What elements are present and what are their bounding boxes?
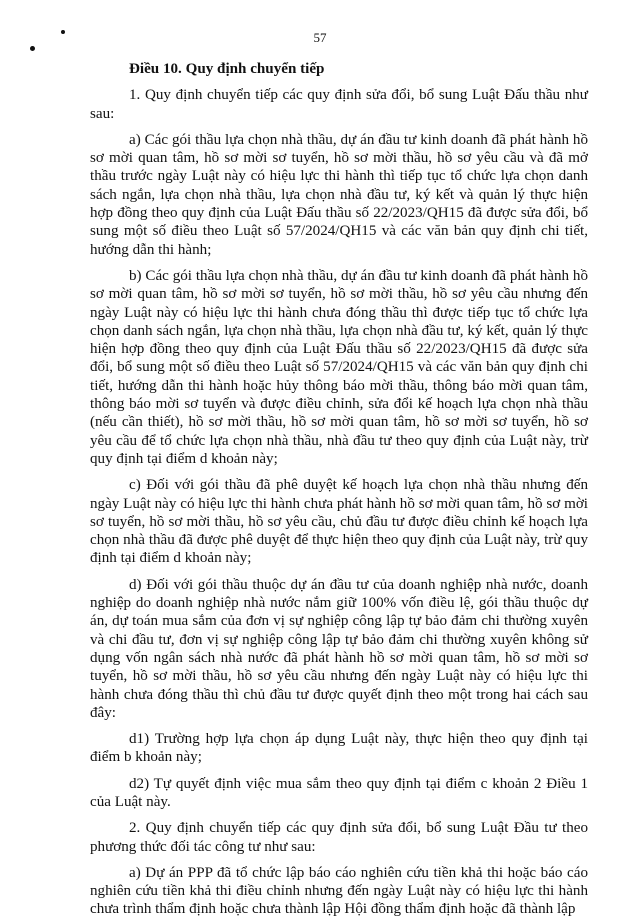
paragraph-clause-2-point-a: a) Dự án PPP đã tổ chức lập báo cáo nghiên cứu tiền khả thi hoặc báo cáo nghiên cứu tiền khả thi điều chỉnh nhưng đến ngày Luật này có hiệu lực thi hành chưa trình thẩm định hoặc chưa thành lập Hội đồng thẩm định hoặc đã thành lập <box>90 864 588 918</box>
paragraph-point-b: b) Các gói thầu lựa chọn nhà thầu, dự án đầu tư kinh doanh đã phát hành hồ sơ mời quan tâm, hồ sơ mời sơ tuyển, hồ sơ mời thầu, hồ sơ yêu cầu nhưng đến ngày Luật này có hiệu lực thi hành chưa đóng thầu thì được tiếp tục tổ chức lựa chọn danh sách ngắn, lựa chọn nhà thầu, lựa chọn nhà đầu tư, ký kết, quản lý thực hiện hợp đồng theo quy định của Luật Đấu thầu số 22/2023/QH15 đã được sửa đổi, bổ sung một số điều theo Luật số 57/2024/QH15 và các văn bản quy định chi tiết, hướng dẫn thi hành hoặc hủy thông báo mời thầu, thông báo mời quan tâm, thông báo mời sơ tuyển và được điều chỉnh, sửa đổi kế hoạch lựa chọn nhà thầu (nếu cần thiết), hồ sơ mời thầu, hồ sơ mời quan tâm, hồ sơ mời sơ tuyển, hồ sơ yêu cầu để tổ chức lựa chọn nhà thầu, nhà đầu tư theo quy định của Luật này, trừ quy định tại điểm d khoản này; <box>90 267 588 467</box>
paragraph-clause-1: 1. Quy định chuyển tiếp các quy định sửa đổi, bổ sung Luật Đấu thầu như sau: <box>90 87 588 122</box>
paragraph-point-a: a) Các gói thầu lựa chọn nhà thầu, dự án đầu tư kinh doanh đã phát hành hồ sơ mời quan tâm, hồ sơ mời sơ tuyển, hồ sơ mời thầu, hồ sơ yêu cầu và đã mở thầu trước ngày Luật này có hiệu lực thi hành thì tiếp tục tổ chức lựa chọn danh sách ngắn, lựa chọn nhà thầu, lựa chọn nhà đầu tư, ký kết và quản lý thực hiện hợp đồng theo quy định của Luật Đấu thầu số 22/2023/QH15 đã được sửa đổi, bổ sung một số điều theo Luật số 57/2024/QH15 và các văn bản quy định chi tiết, hướng dẫn thi hành; <box>90 131 588 258</box>
scan-speck <box>30 46 35 51</box>
paragraph-clause-2: 2. Quy định chuyển tiếp các quy định sửa đổi, bổ sung Luật Đầu tư theo phương thức đối tác công tư như sau: <box>90 820 588 855</box>
paragraph-point-d2: d2) Tự quyết định việc mua sắm theo quy định tại điểm c khoản 2 Điều 1 của Luật này. <box>90 775 588 810</box>
paragraph-point-d: d) Đối với gói thầu thuộc dự án đầu tư của doanh nghiệp nhà nước, doanh nghiệp do doanh nghiệp nhà nước nắm giữ 100% vốn điều lệ, gói thầu thuộc dự án, dự toán mua sắm của đơn vị sự nghiệp công lập tự bảo đảm chi thường xuyên và chi đầu tư, đơn vị sự nghiệp công lập tự bảo đảm chi thường xuyên không sử dụng vốn ngân sách nhà nước đã phát hành hồ sơ mời quan tâm, hồ sơ mời sơ tuyển, hồ sơ mời thầu, hồ sơ yêu cầu nhưng đến ngày Luật này có hiệu lực thi hành chưa đóng thầu thì chủ đầu tư được quyết định theo một trong hai cách sau đây: <box>90 576 588 721</box>
article-title: Điều 10. Quy định chuyển tiếp <box>129 61 325 77</box>
document-body <box>90 60 588 919</box>
paragraph-point-d1: d1) Trường hợp lựa chọn áp dụng Luật này, thực hiện theo quy định tại điểm b khoản này; <box>90 731 588 766</box>
page-number: 57 <box>313 30 327 45</box>
paragraph-point-c: c) Đối với gói thầu đã phê duyệt kế hoạch lựa chọn nhà thầu nhưng đến ngày Luật này có hiệu lực thi hành chưa phát hành hồ sơ mời quan tâm, hồ sơ mời sơ tuyển, hồ sơ mời thầu, hồ sơ yêu cầu, chủ đầu tư được điều chỉnh kế hoạch lựa chọn nhà thầu đã được phê duyệt để thực hiện theo quy định của Luật này, trừ quy định tại điểm d khoản này; <box>90 477 588 567</box>
